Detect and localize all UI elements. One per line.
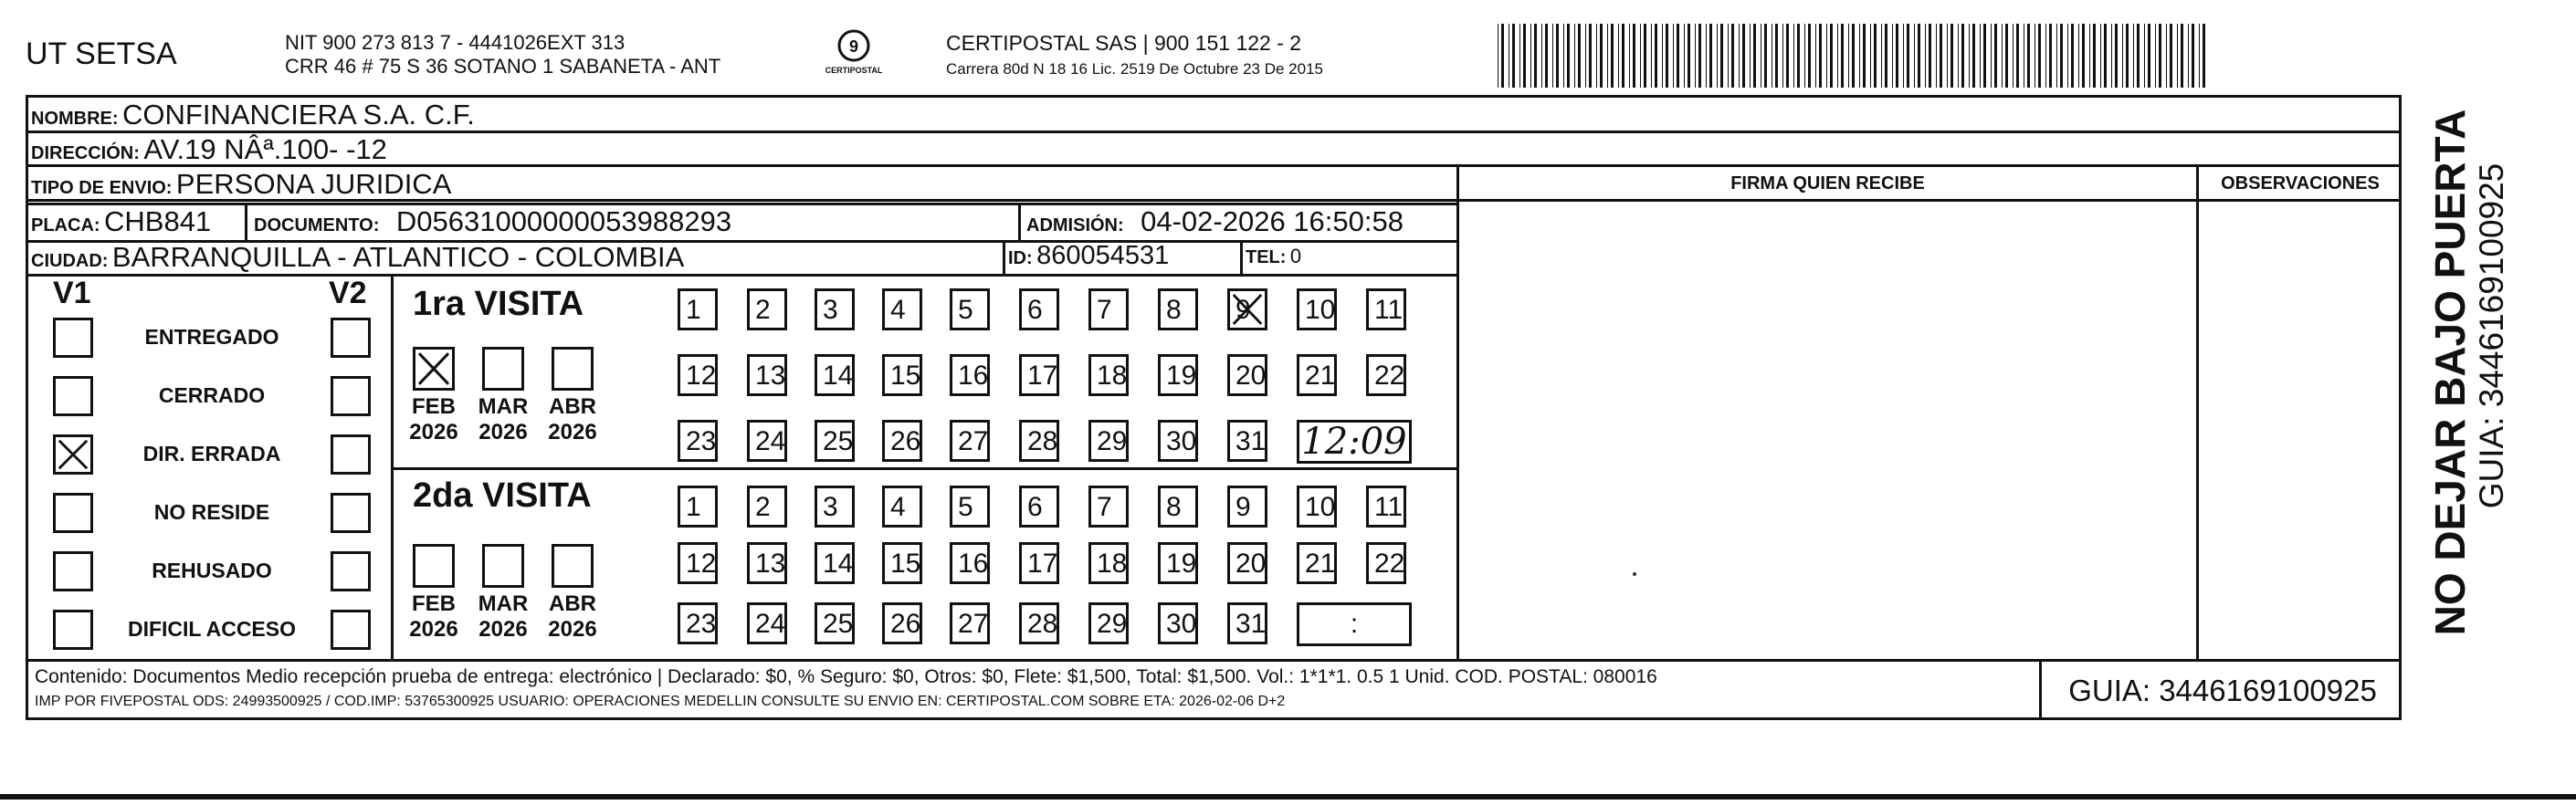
first-day-box[interactable] (882, 420, 922, 462)
second-day-number: 29 (1097, 609, 1128, 639)
second-day-number: 9 (1235, 492, 1251, 522)
status-label: DIR. ERRADA (142, 442, 281, 465)
status-label: ENTREGADO (144, 325, 279, 349)
second-day-number: 24 (755, 609, 786, 639)
nombre-value: CONFINANCIERA S.A. C.F. (122, 99, 475, 131)
first-day-number: 28 (1027, 426, 1058, 456)
first-day-number: 29 (1097, 426, 1128, 456)
second-day-box[interactable] (1088, 542, 1129, 584)
second-day-box[interactable] (1019, 602, 1059, 644)
first-day-box[interactable] (747, 420, 787, 462)
first-day-box[interactable] (950, 420, 990, 462)
v2-checkbox[interactable] (331, 493, 371, 533)
second-day-box[interactable] (1158, 602, 1198, 644)
first-day-number: 22 (1374, 361, 1405, 391)
second-day-box[interactable] (1366, 542, 1406, 584)
v1-checkbox[interactable] (53, 493, 93, 533)
second-day-number: 27 (958, 609, 989, 639)
first-day-box[interactable] (1019, 288, 1059, 330)
v1-checkbox[interactable] (53, 551, 93, 591)
second-day-box[interactable] (882, 602, 922, 644)
v1-header: V1 (53, 276, 91, 310)
first-day-box[interactable] (1366, 288, 1406, 330)
second-day-box[interactable] (747, 542, 787, 584)
first-day-number: 26 (890, 426, 921, 456)
second-day-number: 3 (823, 492, 838, 522)
second-day-box[interactable] (950, 486, 990, 528)
side-main-text: NO DEJAR BAJO PUERTA (2426, 109, 2474, 636)
nombre-field (31, 99, 475, 131)
first-day-number: 23 (686, 426, 717, 456)
first-day-number: 21 (1305, 361, 1336, 391)
second-day-number: 21 (1305, 549, 1336, 579)
v1-checkbox[interactable] (53, 318, 93, 358)
second-month-label: FEB 2026 (409, 591, 458, 642)
second-day-number: 23 (686, 609, 717, 639)
documento-label: DOCUMENTO: (254, 215, 380, 235)
second-day-number: 30 (1166, 609, 1197, 639)
second-day-box[interactable] (1158, 542, 1198, 584)
tel-label: TEL: (1246, 247, 1287, 267)
tipo-envio-value: PERSONA JURIDICA (175, 168, 452, 200)
placa-field (31, 205, 211, 238)
second-day-number: 18 (1097, 549, 1128, 579)
first-day-box[interactable] (882, 354, 922, 396)
first-day-box[interactable] (950, 354, 990, 396)
second-day-box[interactable] (747, 602, 787, 644)
first-month-checkbox[interactable] (552, 347, 594, 391)
first-day-number: 19 (1166, 361, 1197, 391)
barcode-bars (1498, 24, 2219, 88)
nombre-label: NOMBRE: (31, 109, 119, 129)
second-day-box[interactable] (678, 602, 718, 644)
side-warning (2411, 108, 2511, 637)
side-guia-text: GUIA: 3446169100925 (2473, 162, 2510, 509)
first-time-value: 12:09 (1301, 421, 1407, 463)
status-label: DIFICIL ACCESO (127, 617, 296, 641)
second-day-box[interactable] (1158, 486, 1198, 528)
first-day-box[interactable] (747, 288, 787, 330)
admision-value: 04-02-2026 16:50:58 (1141, 205, 1404, 237)
second-day-box[interactable] (815, 486, 855, 528)
first-day-box[interactable] (678, 354, 718, 396)
first-month-checkbox[interactable] (413, 347, 455, 391)
second-day-number: 5 (958, 492, 973, 522)
status-label: NO RESIDE (153, 500, 270, 524)
second-day-number: 31 (1235, 609, 1267, 639)
barcode (1498, 24, 2219, 88)
observaciones-area[interactable] (2201, 203, 2400, 657)
first-day-number: 30 (1166, 426, 1197, 456)
second-month-label: ABR 2026 (548, 591, 597, 642)
first-day-box[interactable] (815, 354, 855, 396)
first-day-number: 24 (755, 426, 786, 456)
first-day-box[interactable] (950, 288, 990, 330)
first-day-number: 25 (823, 426, 854, 456)
second-day-number: 28 (1027, 609, 1058, 639)
documento-field (254, 205, 731, 238)
company-name: UT SETSA (26, 37, 177, 71)
v2-checkbox[interactable] (331, 318, 371, 358)
certipostal-logo (822, 27, 886, 82)
v1-checkbox[interactable] (53, 376, 93, 416)
second-day-box[interactable] (882, 486, 922, 528)
second-day-box[interactable] (1088, 486, 1129, 528)
first-day-number: 15 (890, 361, 921, 391)
first-day-number: 8 (1166, 295, 1182, 325)
first-day-box[interactable] (678, 288, 718, 330)
direccion-value: AV.19 NÂª.100- -12 (143, 133, 387, 165)
first-day-number: 9 (1235, 295, 1251, 325)
signature-area[interactable] (1461, 203, 2194, 657)
second-day-box[interactable] (1227, 602, 1267, 644)
second-day-number: 7 (1097, 492, 1112, 522)
second-day-box[interactable] (1297, 542, 1337, 584)
v2-checkbox[interactable] (331, 376, 371, 416)
first-month-label: ABR 2026 (548, 394, 597, 444)
first-day-box[interactable] (815, 288, 855, 330)
direccion-field (31, 133, 387, 166)
first-day-box[interactable] (1088, 354, 1129, 396)
second-time-value: : (1350, 609, 1359, 639)
first-month-label: MAR 2026 (478, 394, 529, 444)
first-day-number: 5 (958, 295, 973, 325)
first-day-number: 31 (1235, 426, 1267, 456)
second-day-box[interactable] (950, 602, 990, 644)
second-day-box[interactable] (1019, 542, 1059, 584)
first-day-box[interactable] (1227, 354, 1267, 396)
first-day-box[interactable] (1019, 420, 1059, 462)
placa-label: PLACA: (31, 215, 100, 235)
first-day-number: 3 (823, 295, 838, 325)
v2-header: V2 (329, 276, 367, 310)
second-time-box[interactable] (1297, 602, 1412, 646)
second-day-box[interactable] (815, 602, 855, 644)
second-day-number: 25 (823, 609, 854, 639)
first-day-box[interactable] (1088, 288, 1129, 330)
second-day-number: 6 (1027, 492, 1043, 522)
first-day-number: 18 (1097, 361, 1128, 391)
second-day-number: 10 (1305, 492, 1336, 522)
second-day-number: 16 (958, 549, 989, 579)
first-day-number: 11 (1374, 295, 1404, 325)
second-day-number: 17 (1027, 549, 1058, 579)
second-day-box[interactable] (882, 542, 922, 584)
documento-value: D05631000000053988293 (395, 205, 732, 237)
first-day-box[interactable] (1366, 354, 1406, 396)
v1-checkbox[interactable] (53, 434, 93, 475)
first-day-number: 2 (755, 295, 771, 325)
footer-guia: GUIA: 3446169100925 (2068, 674, 2377, 707)
second-day-number: 20 (1235, 549, 1267, 579)
second-day-number: 14 (823, 549, 854, 579)
v1-checkbox[interactable] (53, 610, 93, 650)
second-day-box[interactable] (678, 542, 718, 584)
first-day-number: 16 (958, 361, 989, 391)
first-day-box[interactable] (678, 420, 718, 462)
company-nit: NIT 900 273 813 7 - 4441026EXT 313 (285, 31, 626, 54)
first-month-checkbox[interactable] (482, 347, 524, 391)
tel-value: 0 (1289, 245, 1302, 267)
id-field (1008, 241, 1169, 271)
second-day-number: 26 (890, 609, 921, 639)
status-label: REHUSADO (152, 559, 272, 582)
id-label: ID: (1008, 248, 1033, 268)
ink-dot (1633, 572, 1636, 576)
first-day-number: 27 (958, 426, 989, 456)
id-value: 860054531 (1036, 241, 1170, 270)
second-month-checkbox[interactable] (552, 544, 594, 588)
first-day-number: 4 (890, 295, 906, 325)
tipo-envio-label: TIPO DE ENVIO: (31, 178, 173, 198)
first-visit-title: 1ra VISITA (413, 285, 584, 323)
second-day-number: 2 (755, 492, 771, 522)
ciudad-value: BARRANQUILLA - ATLANTICO - COLOMBIA (111, 241, 685, 273)
second-day-number: 11 (1374, 492, 1404, 522)
second-day-box[interactable] (1088, 602, 1129, 644)
company-address: CRR 46 # 75 S 36 SOTANO 1 SABANETA - ANT (285, 55, 721, 78)
svg-text:9: 9 (848, 37, 859, 56)
second-day-box[interactable] (1019, 486, 1059, 528)
v2-checkbox[interactable] (331, 610, 371, 650)
second-day-number: 12 (686, 549, 717, 579)
second-day-number: 13 (755, 549, 786, 579)
second-day-box[interactable] (1227, 486, 1267, 528)
second-day-box[interactable] (950, 542, 990, 584)
certipostal-logo-text: CERTIPOSTAL (825, 66, 883, 75)
first-day-box[interactable] (882, 288, 922, 330)
certipostal-name: CERTIPOSTAL SAS | 900 151 122 - 2 (946, 31, 1302, 55)
first-day-check-mark (1230, 291, 1265, 328)
first-month-label: FEB 2026 (409, 394, 458, 444)
first-day-number: 17 (1027, 361, 1058, 391)
footer-contenido: Contenido: Documentos Medio recepción prueba de entrega: electrónico | Declarado: $0, % Seguro: $0, Otros: $0, Flete: $1,500, Total: $1,500. Vol.: 1*1*1. 0.5 1 Unid. COD. POSTAL: 080016 (35, 666, 1657, 687)
ciudad-label: CIUDAD: (31, 251, 109, 271)
first-day-number: 1 (686, 295, 701, 325)
first-day-box[interactable] (1297, 288, 1337, 330)
v2-checkbox[interactable] (331, 434, 371, 475)
v1-check-mark (56, 437, 90, 472)
first-day-number: 13 (755, 361, 786, 391)
first-day-box[interactable] (815, 420, 855, 462)
first-day-box[interactable] (747, 354, 787, 396)
footer-imp: IMP POR FIVEPOSTAL ODS: 24993500925 / COD.IMP: 53765300925 USUARIO: OPERACIONES MEDELLIN CONSULTE SU ENVIO EN: CERTIPOSTAL.COM SOBRE ETA: 2026-02-06 D+2 (35, 694, 1286, 709)
second-month-checkbox[interactable] (413, 544, 455, 588)
second-day-box[interactable] (1227, 542, 1267, 584)
second-visit-title: 2da VISITA (413, 476, 592, 515)
ciudad-field (31, 241, 684, 274)
first-month-check-mark (415, 350, 452, 388)
first-day-box[interactable] (1158, 288, 1198, 330)
first-day-box[interactable] (1158, 420, 1198, 462)
first-day-number: 14 (823, 361, 854, 391)
second-day-number: 4 (890, 492, 906, 522)
page-bottom-line (0, 794, 2576, 800)
first-day-number: 12 (686, 361, 717, 391)
status-label: CERRADO (158, 383, 266, 407)
admision-field (1026, 205, 1404, 238)
certipostal-address: Carrera 80d N 18 16 Lic. 2519 De Octubre 23 De 2015 (946, 60, 1323, 78)
first-day-box[interactable] (1227, 288, 1267, 330)
direccion-label: DIRECCIÓN: (31, 143, 140, 163)
v2-checkbox[interactable] (331, 551, 371, 591)
second-day-number: 1 (686, 492, 701, 522)
first-day-box[interactable] (1158, 354, 1198, 396)
first-day-box[interactable] (1019, 354, 1059, 396)
first-time-box[interactable] (1297, 420, 1412, 464)
admision-label: ADMISIÓN: (1026, 215, 1124, 235)
first-day-number: 10 (1305, 295, 1336, 325)
firma-header: FIRMA QUIEN RECIBE (1730, 173, 1925, 193)
second-day-box[interactable] (1297, 486, 1337, 528)
second-month-checkbox[interactable] (482, 544, 524, 588)
second-day-number: 8 (1166, 492, 1182, 522)
tel-field (1246, 245, 1301, 268)
second-month-label: MAR 2026 (478, 591, 529, 642)
placa-value: CHB841 (104, 205, 212, 237)
first-day-number: 7 (1097, 295, 1112, 325)
tipo-envio-field (31, 168, 451, 201)
second-day-number: 19 (1166, 549, 1197, 579)
second-day-number: 15 (890, 549, 921, 579)
first-day-box[interactable] (1227, 420, 1267, 462)
first-day-number: 6 (1027, 295, 1043, 325)
second-day-box[interactable] (678, 486, 718, 528)
first-day-box[interactable] (1088, 420, 1129, 462)
second-day-number: 22 (1374, 549, 1405, 579)
second-day-box[interactable] (747, 486, 787, 528)
first-day-box[interactable] (1297, 354, 1337, 396)
second-day-box[interactable] (815, 542, 855, 584)
second-day-box[interactable] (1366, 486, 1406, 528)
observaciones-header: OBSERVACIONES (2221, 173, 2380, 193)
first-day-number: 20 (1235, 361, 1267, 391)
